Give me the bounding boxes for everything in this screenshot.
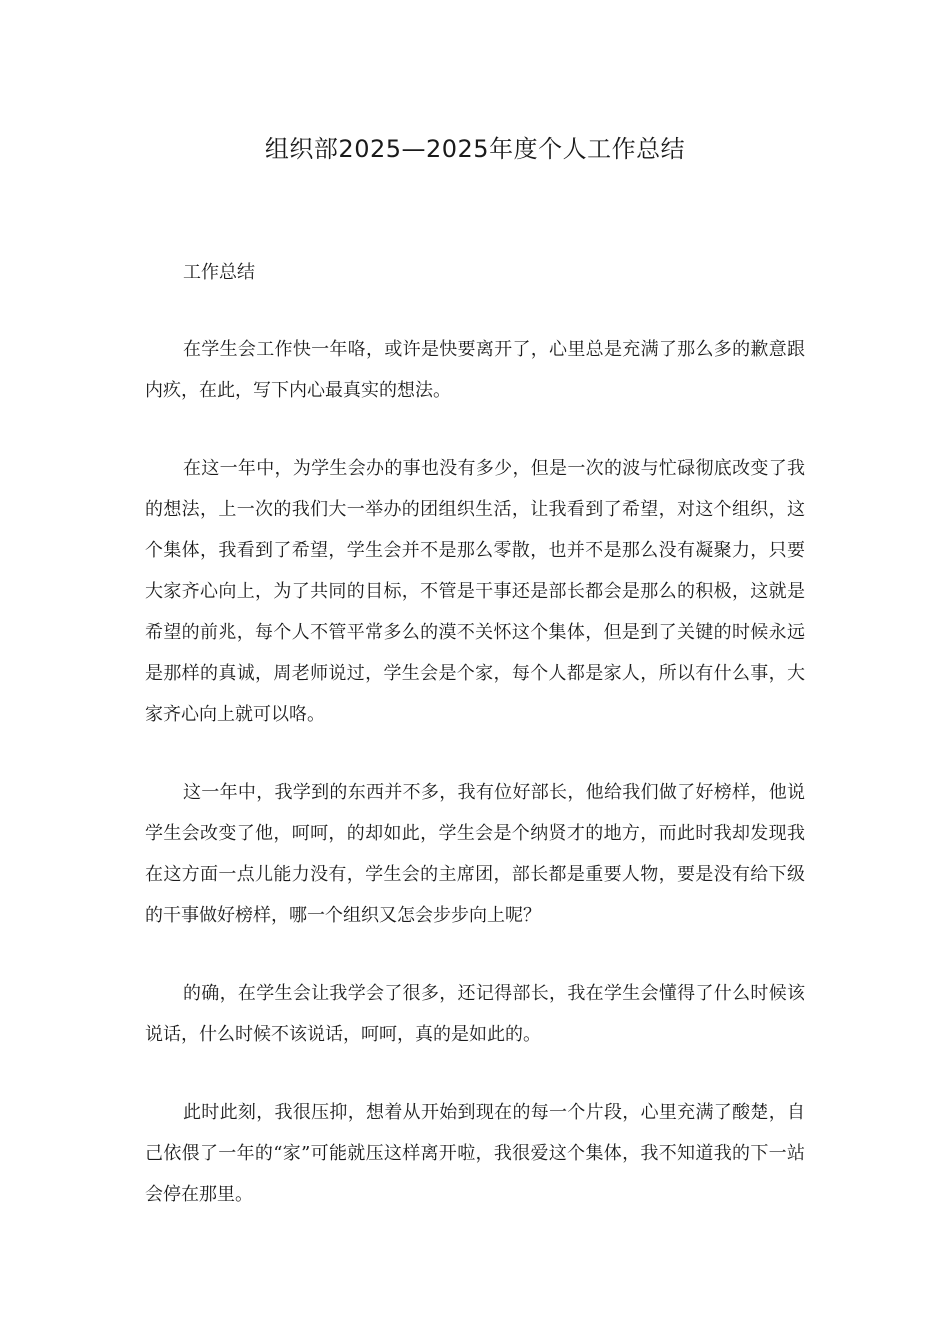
paragraph-5: 此时此刻，我很压抑，想着从开始到现在的每一个片段，心里充满了酸楚，自己依偎了一年的“家”可能就压这样离开啦，我很爱这个集体，我不知道我的下一站会停在那里。	[145, 1102, 805, 1205]
document-body	[145, 254, 805, 1215]
paragraph-3: 这一年中，我学到的东西并不多，我有位好部长，他给我们做了好榜样，他说学生会改变了他，呵呵，的却如此，学生会是个纳贤才的地方，而此时我却发现我在这方面一点儿能力没有，学生会的主席团，部长都是重要人物，要是没有给下级的干事做好榜样，哪一个组织又怎会步步向上呢？	[145, 782, 805, 926]
paragraph-2: 在这一年中，为学生会办的事也没有多少，但是一次的波与忙碌彻底改变了我的想法，上一次的我们大一举办的团组织生活，让我看到了希望，对这个组织，这个集体，我看到了希望，学生会并不是那么零散，也并不是那么没有凝聚力，只要大家齐心向上，为了共同的目标，不管是干事还是部长都会是那么的积极，这就是希望的前兆，每个人不管平常多么的漠不关怀这个集体，但是到了关键的时候永远是那样的真诚，周老师说过，学生会是个家，每个人都是家人，所以有什么事，大家齐心向上就可以咯。	[145, 458, 805, 725]
paragraph-4: 的确，在学生会让我学会了很多，还记得部长，我在学生会懂得了什么时候该说话，什么时候不该说话，呵呵，真的是如此的。	[145, 983, 805, 1045]
section-label: 工作总结	[183, 262, 255, 283]
paragraph-1: 在学生会工作快一年咯，或许是快要离开了，心里总是充满了那么多的歉意跟内疚，在此，写下内心最真实的想法。	[145, 339, 805, 401]
document-title: 组织部2025—2025年度个人工作总结	[264, 135, 686, 163]
